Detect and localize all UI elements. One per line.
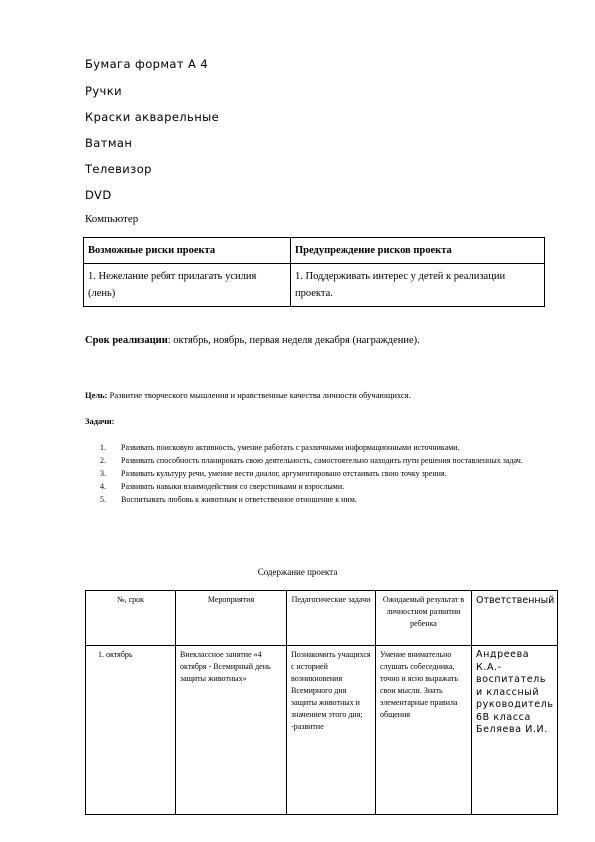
table-cell: Умение внимательно слушать собеседника, точно и ясно выражать свои мысли. Знать элементарные правила общения [376,646,472,815]
table-header-cell: Возможные риски проекта [84,238,291,264]
table-header-cell: №, срок [86,591,176,646]
material-item: DVD [85,188,112,202]
tasks-label: Задачи: [85,416,115,426]
goal-paragraph [85,390,411,400]
table-row [86,591,558,646]
table-cell: Познакомить учащихся с историей возникновения Всемирного дня защиты животных и значением этого дня; -развитие [287,646,376,815]
table-cell: Андреева К.А.- воспитатель и классный руководитель 6В класса Беляева И.И. [472,646,558,815]
list-item: 3. Развивать культуру речи, умение вести диалог, аргументировано отстаивать свою точку зрения. [100,469,447,478]
content-table [85,590,558,815]
material-item: Бумага формат А 4 [85,57,209,71]
table-header-cell: Ответственный [472,591,558,646]
table-cell: 1. Поддерживать интерес у детей к реализации проекта. [291,264,545,307]
table-header-cell: Предупреждение рисков проекта [291,238,545,264]
table-header-cell: Ожидаемый результат в личностном развитии ребенка [376,591,472,646]
content-title: Содержание проекта [257,567,338,577]
term-text: : октябрь, ноябрь, первая неделя декабря (награждение). [167,335,420,346]
tasks-list [100,441,530,506]
goal-label: Цель: [85,390,108,400]
list-item: 4. Развивать навыки взаимодействия со сверстниками и взрослыми. [100,482,345,491]
material-item: Ручки [85,84,122,98]
table-row [86,646,558,815]
goal-text: Развитие творческого мышления и нравственные качества личности обучающихся. [107,390,411,400]
table-cell: 1. октябрь [86,646,176,815]
material-item: Краски акварельные [85,110,220,124]
list-item: 1. Развивать поисковую активность, умение работать с различными информационными источниками. [100,443,460,452]
list-item: 2. Развивать способность планировать свою деятельность, самостоятельно находить пути решения поставленных задач. [100,456,523,465]
table-header-cell: Мероприятия [176,591,287,646]
material-item: Ватман [85,136,133,150]
table-row [84,238,545,264]
term-label: Срок реализации [85,335,168,346]
table-cell: 1. Нежелание ребят прилагать усилия (лень) [84,264,291,307]
table-header-cell: Педагогические задачи [287,591,376,646]
table-row [84,264,545,307]
table-cell: Внеклассное занятие «4 октября - Всемирный день защиты животных» [176,646,287,815]
list-item: 5. Воспитывать любовь к животным и ответственное отношение к ним. [100,495,357,504]
material-item: Компьютер [85,213,139,225]
term-paragraph [85,335,420,346]
material-item: Телевизор [85,162,152,176]
risks-table [83,237,545,307]
